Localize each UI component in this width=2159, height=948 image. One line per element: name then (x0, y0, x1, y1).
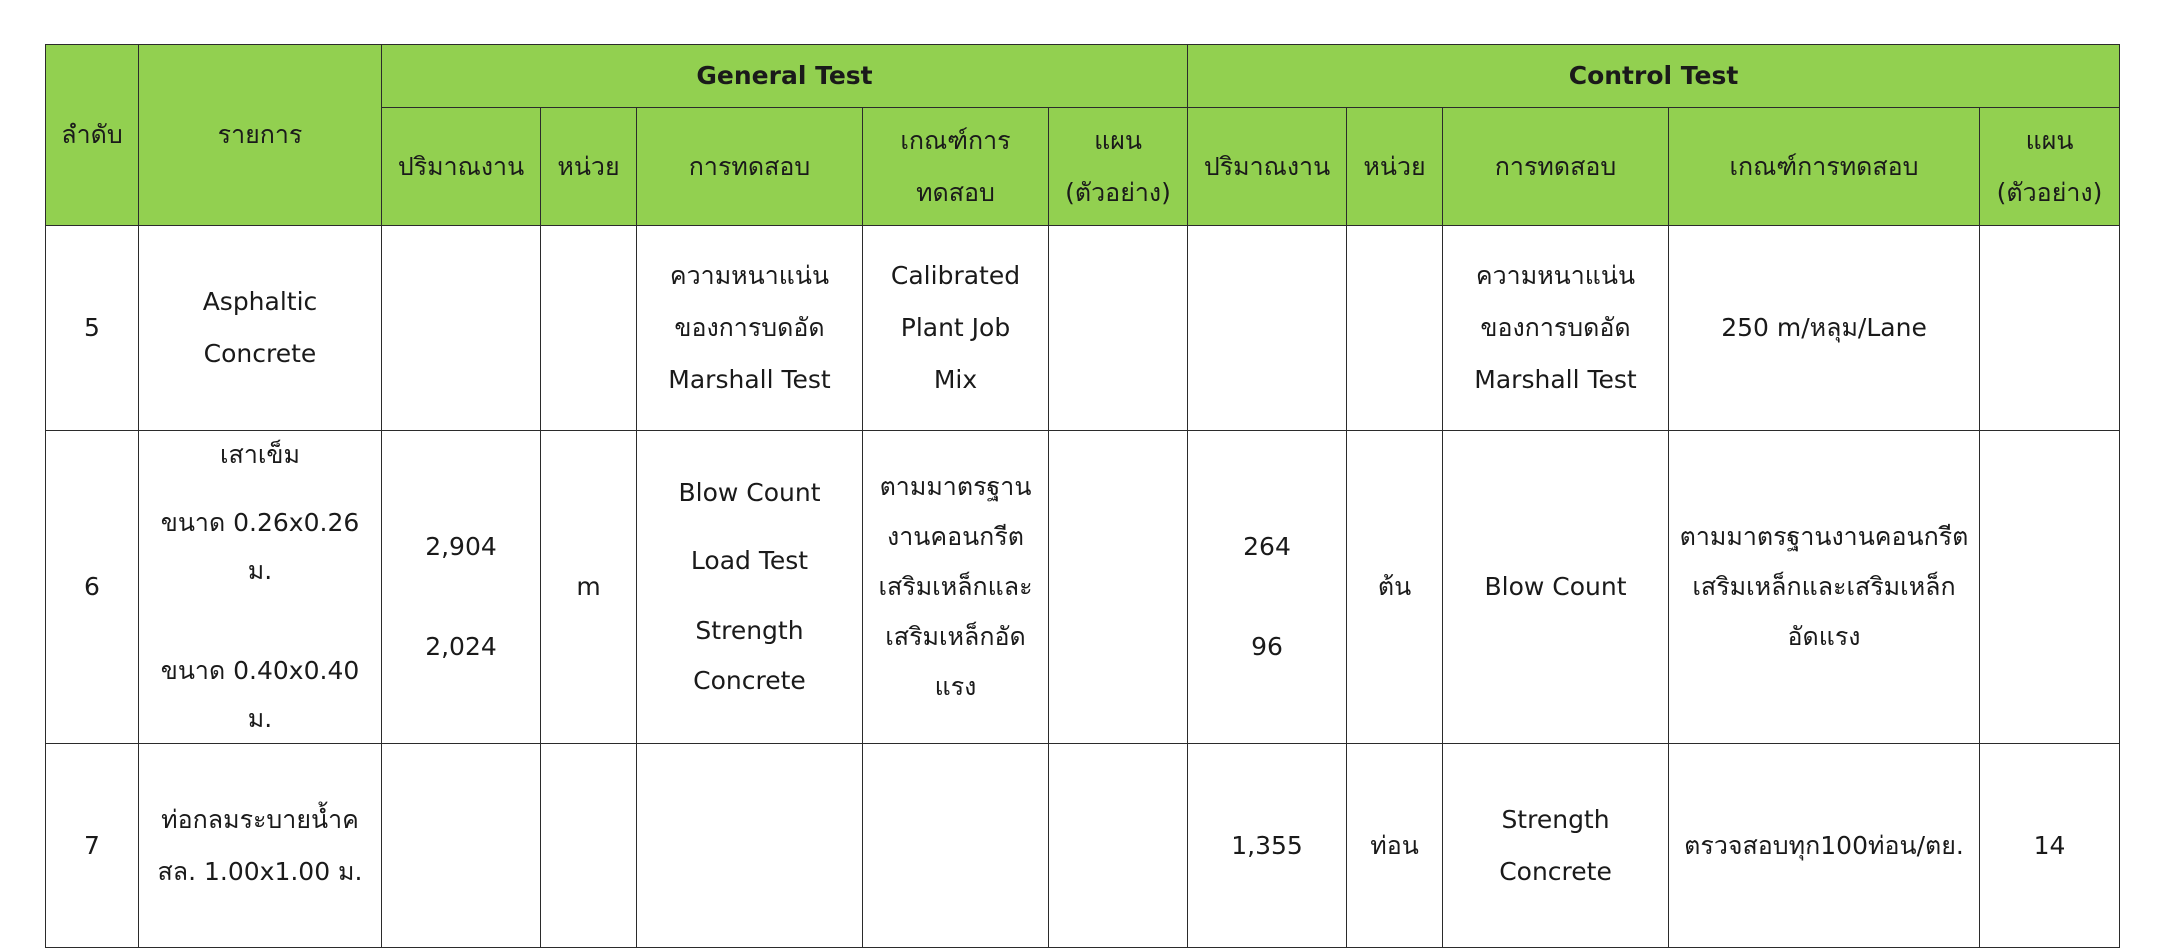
row-item (139, 431, 382, 744)
control-test-line: ของการบดอัด (1480, 313, 1631, 342)
general-criteria-line: เสริมเหล็กและ (878, 572, 1033, 601)
control-unit-cell (1347, 226, 1443, 431)
header-control-test-method: การทดสอบ (1443, 108, 1669, 226)
row-item-line: สล. 1.00x1.00 ม. (157, 856, 363, 886)
header-item: รายการ (139, 45, 382, 226)
header-control-plan-line: (ตัวอย่าง) (1996, 177, 2103, 207)
general-criteria-line: Calibrated (890, 261, 1021, 290)
header-control-criteria: เกณฑ์การทดสอบ (1669, 108, 1980, 226)
table-row (46, 744, 2120, 948)
general-criteria-line: งานคอนกรีต (887, 522, 1024, 551)
control-criteria-line: อัดแรง (1787, 622, 1861, 651)
control-quantity-cell (1188, 431, 1347, 744)
general-quantity-cell (382, 226, 541, 431)
control-criteria-cell: 250 m/หลุม/Lane (1669, 226, 1980, 431)
general-criteria-cell (863, 226, 1049, 431)
row-item-line: ขนาด 0.40x0.40 ม. (160, 656, 360, 733)
general-criteria-line: Mix (933, 365, 978, 394)
general-quantity-line: 2,904 (425, 532, 497, 561)
general-test-line: ของการบดอัด (674, 313, 825, 342)
header-general-unit: หน่วย (541, 108, 637, 226)
table-row (46, 431, 2120, 744)
header-control-unit: หน่วย (1347, 108, 1443, 226)
row-seq: 7 (46, 744, 139, 948)
row-item-line: ขนาด 0.26x0.26 ม. (160, 508, 360, 585)
header-general-criteria-line: เกณฑ์การ (900, 125, 1011, 155)
control-unit-cell: ต้น (1347, 431, 1443, 744)
control-test-line: Marshall Test (1474, 365, 1637, 394)
general-criteria-line: เสริมเหล็กอัด (885, 622, 1026, 651)
header-general-criteria-line: ทดสอบ (916, 177, 995, 207)
general-test-line: Marshall Test (668, 365, 831, 394)
general-plan-cell (1049, 226, 1188, 431)
header-general-quantity: ปริมาณงาน (382, 108, 541, 226)
general-quantity-cell (382, 744, 541, 948)
header-control-quantity: ปริมาณงาน (1188, 108, 1347, 226)
general-test-line: Strength (695, 616, 804, 645)
general-unit-cell (541, 744, 637, 948)
general-test-cell (637, 226, 863, 431)
general-unit-cell: m (541, 431, 637, 744)
general-criteria-line: แรง (934, 672, 977, 701)
general-criteria-cell (863, 431, 1049, 744)
control-test-cell: Blow Count (1443, 431, 1669, 744)
row-item (139, 744, 382, 948)
header-seq: ลำดับ (46, 45, 139, 226)
header-general-plan (1049, 108, 1188, 226)
control-criteria-cell: ตรวจสอบทุก100ท่อน/ตย. (1669, 744, 1980, 948)
general-test-line: Blow Count (678, 478, 821, 507)
control-quantity-cell: 1,355 (1188, 744, 1347, 948)
test-plan-table (45, 44, 2120, 948)
control-test-line: Strength (1501, 804, 1610, 834)
row-seq: 5 (46, 226, 139, 431)
header-general-plan-line: แผน (1094, 125, 1142, 155)
row-seq: 6 (46, 431, 139, 744)
row-item-line: เสาเข็ม (220, 440, 300, 469)
header-general-criteria (863, 108, 1049, 226)
header-general-test-method: การทดสอบ (637, 108, 863, 226)
row-item (139, 226, 382, 431)
row-item-line: Asphaltic (202, 287, 318, 316)
control-quantity-cell (1188, 226, 1347, 431)
control-plan-cell: 14 (1980, 744, 2120, 948)
header-row-groups (46, 45, 2120, 108)
control-test-line: Concrete (1499, 856, 1612, 886)
control-test-cell (1443, 226, 1669, 431)
control-criteria-line: เสริมเหล็กและเสริมเหล็ก (1692, 572, 1956, 601)
control-criteria-cell (1669, 431, 1980, 744)
header-control-plan (1980, 108, 2120, 226)
header-general-plan-line: (ตัวอย่าง) (1065, 177, 1171, 207)
general-test-line: Concrete (693, 666, 806, 695)
table-row (46, 226, 2120, 431)
general-quantity-line: 2,024 (425, 632, 497, 661)
control-test-line: ความหนาแน่น (1475, 261, 1636, 290)
general-plan-cell (1049, 744, 1188, 948)
control-unit-cell: ท่อน (1347, 744, 1443, 948)
general-test-line: ความหนาแน่น (669, 261, 830, 290)
general-criteria-line: ตามมาตรฐาน (879, 472, 1032, 501)
header-control-test: Control Test (1188, 45, 2120, 108)
control-plan-cell (1980, 226, 2120, 431)
general-test-cell (637, 744, 863, 948)
general-quantity-cell (382, 431, 541, 744)
general-test-line: Load Test (690, 546, 809, 575)
header-general-test: General Test (382, 45, 1188, 108)
general-criteria-line: Plant Job (900, 313, 1011, 342)
control-test-cell (1443, 744, 1669, 948)
header-control-plan-line: แผน (2025, 125, 2074, 155)
row-item-line: Concrete (203, 339, 317, 368)
general-criteria-cell (863, 744, 1049, 948)
control-plan-cell (1980, 431, 2120, 744)
general-test-cell (637, 431, 863, 744)
control-quantity-line: 96 (1251, 632, 1283, 661)
control-criteria-line: ตามมาตรฐานงานคอนกรีต (1679, 522, 1969, 551)
general-unit-cell (541, 226, 637, 431)
row-item-line: ท่อกลมระบายน้ำค (161, 804, 359, 834)
control-quantity-line: 264 (1243, 532, 1291, 561)
general-plan-cell (1049, 431, 1188, 744)
